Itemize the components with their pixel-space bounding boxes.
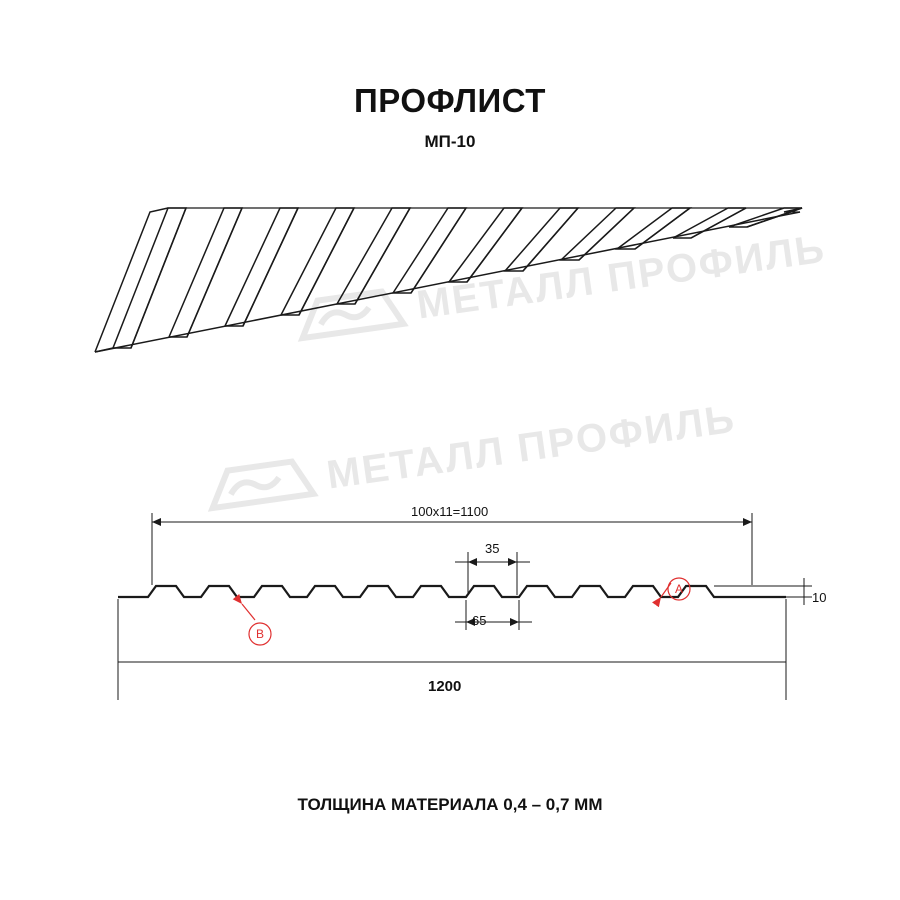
dimension-height <box>714 578 812 605</box>
svg-text:МЕТАЛЛ ПРОФИЛЬ: МЕТАЛЛ ПРОФИЛЬ <box>324 396 739 498</box>
callout-marker-b-label: B <box>256 627 265 641</box>
dimension-pitch-total <box>152 513 752 585</box>
watermark-bottom <box>207 397 738 514</box>
profile-outline <box>118 586 786 597</box>
svg-text:МЕТАЛЛ ПРОФИЛЬ: МЕТАЛЛ ПРОФИЛЬ <box>414 226 829 328</box>
dimension-rib-base-label: 65 <box>472 613 487 628</box>
watermark-top <box>297 227 828 344</box>
dimension-rib-top-label: 35 <box>485 541 500 556</box>
section-lower-outline <box>118 599 786 662</box>
material-thickness-note: ТОЛЩИНА МАТЕРИАЛА 0,4 – 0,7 ММ <box>297 795 603 814</box>
dimension-rib-base <box>455 600 532 630</box>
dimension-rib-top <box>455 552 530 595</box>
callout-marker-a-label: A <box>675 582 684 596</box>
cross-section-view <box>118 513 812 700</box>
dimension-height-label: 10 <box>812 590 827 605</box>
dimension-pitch-total-label: 100x11=1100 <box>411 504 489 519</box>
product-code: МП-10 <box>424 132 476 151</box>
dimension-width-total-label: 1200 <box>428 678 462 695</box>
page-title: ПРОФЛИСТ <box>354 82 546 119</box>
